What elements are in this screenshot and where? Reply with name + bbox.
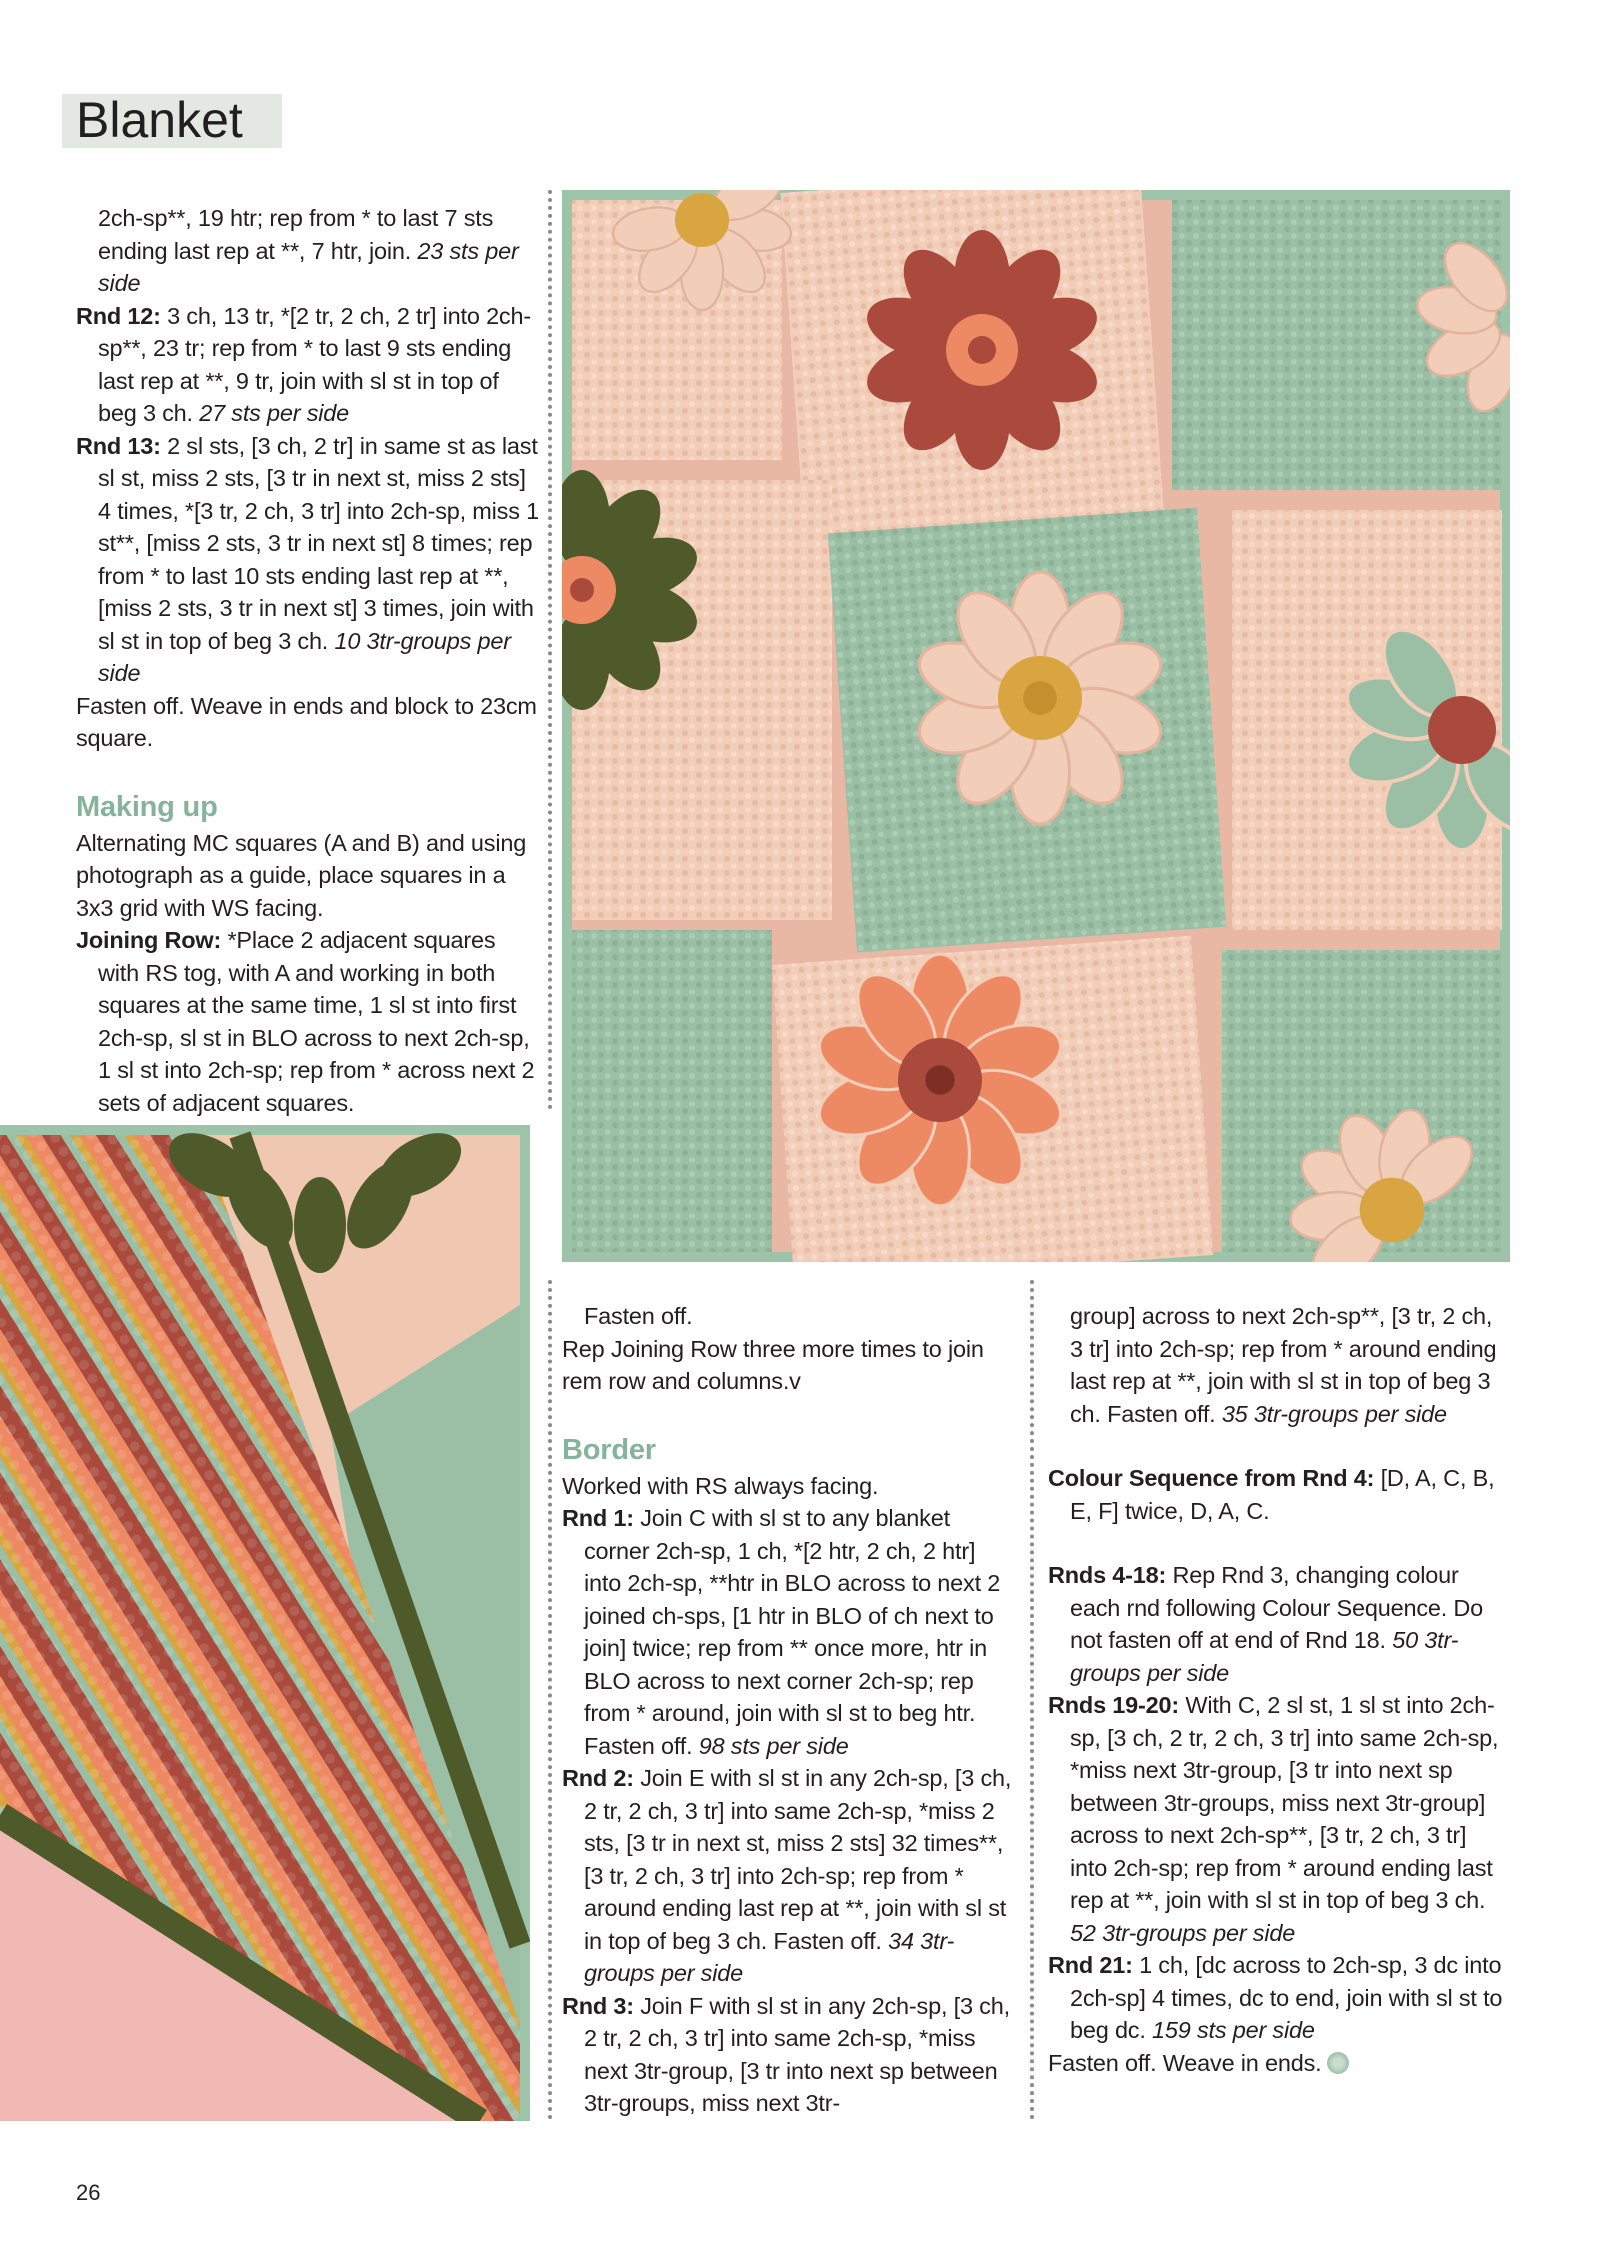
joining-row: Joining Row: *Place 2 adjacent squares with RS tog, with A and working in both squares at the same time, 1 sl st into first 2ch-sp, sl st in BLO across to next 2ch-sp, 1 sl st into 2ch-sp; rep from * across next 2 sets of adjacent squares. [76, 927, 535, 1116]
border-rnd1: Rnd 1: Join C with sl st to any blanket corner 2ch-sp, 1 ch, *[2 htr, 2 ch, 2 htr] into 2ch-sp, **htr in BLO across to next 2 joined ch-sps, [1 htr in BLO of ch next to join] twice; rep from ** once more, htr in BLO across to next corner 2ch-sp; rep from * around, join with sl st to beg htr. Fasten off. 98 sts per side [562, 1505, 1001, 1759]
making-up-heading: Making up [76, 790, 218, 823]
rnd11-continuation: 2ch-sp**, 19 htr; rep from * to last 7 sts ending last rep at **, 7 htr, join. 23 sts per side [98, 205, 519, 296]
rnd13: Rnd 13: 2 sl sts, [3 ch, 2 tr] in same st as last sl st, miss 2 sts, [3 tr in next st, miss 2 sts] 4 times, *[3 tr, 2 ch, 3 tr] into 2ch-sp, miss 1 st**, [miss 2 sts, 3 tr in next st] 8 times; rep from * to last 10 sts ending last rep at **, [miss 2 sts, 3 tr in next st] 3 times, join with sl st in top of beg 3 ch. 10 3tr-groups per side [76, 432, 539, 686]
fasten-off-text: Fasten off. Weave in ends and block to 23cm square. [76, 692, 537, 751]
page-number: 26 [76, 2180, 101, 2205]
rnds-4-18: Rnds 4-18: Rep Rnd 3, changing colour each rnd following Colour Sequence. Do not fasten off at end of Rnd 18. 50 3tr-groups per side [1048, 1562, 1484, 1686]
blanket-border-photo [0, 1125, 530, 2121]
rnds-19-20: Rnds 19-20: With C, 2 sl st, 1 sl st into 2ch-sp, [3 ch, 2 tr, 2 ch, 3 tr] into same 2ch-sp, *miss next 3tr-group, [3 tr into next sp between 3tr-groups, miss next 3tr-group] across to next 2ch-sp**, [3 tr, 2 ch, 3 tr] into 2ch-sp; rep from * around ending last rep at **, join with sl st in top of beg 3 ch. 52 3tr-groups per side [1048, 1692, 1499, 1946]
fasten-off-line: Fasten off. [584, 1303, 693, 1329]
page-title: Blanket [76, 92, 243, 148]
column-1 [76, 202, 542, 1119]
column-2 [562, 1300, 1018, 2120]
making-up-text: Alternating MC squares (A and B) and using photograph as a guide, place squares in a 3x3 grid with WS facing. [76, 829, 527, 921]
border-heading: Border [562, 1433, 656, 1466]
column-divider-3 [1030, 1280, 1034, 2120]
end-mark-icon [1327, 2052, 1349, 2074]
column-divider-1 [548, 190, 552, 1110]
border-rnd2: Rnd 2: Join E with sl st in any 2ch-sp, [3 ch, 2 tr, 2 ch, 3 tr] into same 2ch-sp, *miss 2 sts, [3 tr in next st, miss 2 sts] 32 times**, [3 tr, 2 ch, 3 tr] into 2ch-sp; rep from * around ending last rep at **, join with sl st in top of beg 3 ch. Fasten off. 34 3tr-groups per side [562, 1765, 1012, 1986]
blanket-squares-photo [562, 190, 1510, 1262]
colour-sequence: Colour Sequence from Rnd 4: [D, A, C, B, E, F] twice, D, A, C. [1048, 1465, 1495, 1524]
column-divider-2 [548, 1280, 552, 2120]
border-rnd3: Rnd 3: Join F with sl st in any 2ch-sp, [3 ch, 2 tr, 2 ch, 3 tr] into same 2ch-sp, *miss next 3tr-group, [3 tr into next sp between 3tr-groups, miss next 3tr- [562, 1992, 1010, 2116]
rnd12: Rnd 12: 3 ch, 13 tr, *[2 tr, 2 ch, 2 tr] into 2ch-sp**, 23 tr; rep from * to last 9 sts ending last rep at **, 9 tr, join with sl st in top of beg 3 ch. 27 sts per side [76, 302, 531, 426]
rnd3-continuation: group] across to next 2ch-sp**, [3 tr, 2 ch, 3 tr] into 2ch-sp; rep from * around ending last rep at **, join with sl st in top of beg 3 ch. Fasten off. 35 3tr-groups per side [1070, 1303, 1497, 1427]
column-3 [1048, 1300, 1508, 2079]
border-intro: Worked with RS always facing. [562, 1472, 879, 1499]
rnd-21: Rnd 21: 1 ch, [dc across to 2ch-sp, 3 dc into 2ch-sp] 4 times, dc to end, join with sl st to beg dc. 159 sts per side [1048, 1952, 1503, 2043]
rep-joining-row: Rep Joining Row three more times to join rem row and columns.v [562, 1335, 984, 1394]
final-fasten-off: Fasten off. Weave in ends. [1048, 2047, 1508, 2080]
